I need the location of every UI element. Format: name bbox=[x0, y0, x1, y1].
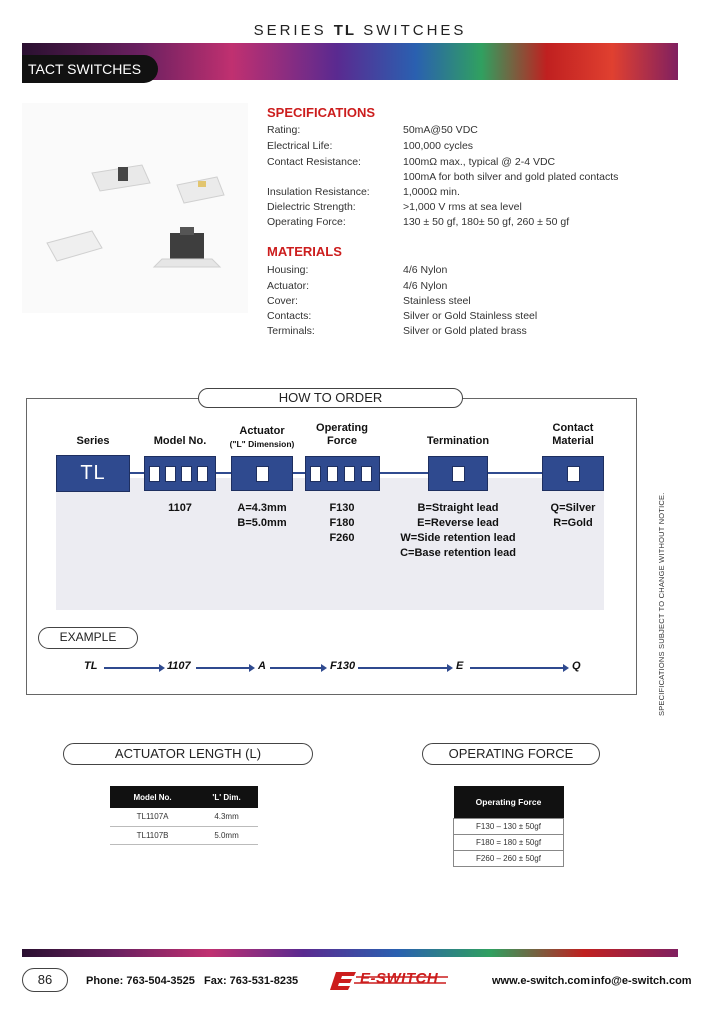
termination-options bbox=[388, 501, 528, 561]
spec-value: >1,000 V rms at sea level bbox=[403, 201, 522, 213]
force-cell: F260 – 260 ± 50gf bbox=[454, 850, 564, 866]
material-value: Silver or Gold Stainless steel bbox=[403, 310, 538, 322]
table-row bbox=[454, 834, 564, 850]
spec-value: 100mA for both silver and gold plated contacts bbox=[403, 171, 619, 183]
footer-website[interactable]: www.e-switch.com bbox=[492, 975, 591, 987]
footer-fax: Fax: 763-531-8235 bbox=[204, 975, 299, 987]
example-part-force: F130 bbox=[330, 660, 356, 672]
actuator-table-header: Model No. bbox=[110, 786, 195, 808]
example-arrow bbox=[270, 667, 322, 669]
brand-logo bbox=[330, 966, 456, 994]
termination-option: E=Reverse lead bbox=[417, 517, 499, 529]
footer-phone: Phone: 763-504-3525 bbox=[86, 975, 195, 987]
col-material-heading bbox=[536, 422, 610, 448]
series-name: TL bbox=[333, 22, 357, 39]
series-code-text: TL bbox=[80, 462, 106, 484]
dim-cell: 4.3mm bbox=[195, 808, 258, 826]
example-part-series: TL bbox=[84, 660, 98, 672]
example-part-termination: E bbox=[456, 660, 464, 672]
footer-bar bbox=[22, 949, 678, 957]
force-code-box bbox=[305, 456, 380, 491]
spec-label: Dielectric Strength: bbox=[267, 201, 356, 213]
actuator-option: A=4.3mm bbox=[237, 502, 287, 514]
force-table-header: Operating Force bbox=[454, 786, 564, 818]
col-model-heading: Model No. bbox=[153, 435, 207, 447]
termination-option: C=Base retention lead bbox=[400, 547, 516, 559]
force-option: F130 bbox=[329, 502, 355, 514]
switches-illustration bbox=[22, 103, 248, 313]
force-cell: F130 – 130 ± 50gf bbox=[454, 818, 564, 834]
model-code-box bbox=[144, 456, 216, 491]
table-row bbox=[454, 850, 564, 866]
material-heading-line1: Contact bbox=[552, 422, 594, 434]
page-number: 86 bbox=[22, 968, 68, 992]
model-options bbox=[140, 501, 220, 516]
example-arrow bbox=[196, 667, 250, 669]
material-label: Terminals: bbox=[267, 325, 315, 337]
brand-name: E-SWITCH bbox=[360, 970, 439, 987]
actuator-heading-label: Actuator bbox=[239, 425, 285, 437]
material-label: Contacts: bbox=[267, 310, 312, 322]
operating-force-title: OPERATING FORCE bbox=[422, 743, 600, 765]
force-option: F180 bbox=[329, 517, 355, 529]
spec-label: Rating: bbox=[267, 124, 301, 136]
material-value: 4/6 Nylon bbox=[403, 280, 448, 292]
force-heading-line1: Operating bbox=[316, 422, 368, 434]
operating-force-table bbox=[453, 786, 564, 867]
material-label: Cover: bbox=[267, 295, 298, 307]
specifications-title: SPECIFICATIONS bbox=[267, 105, 376, 120]
actuator-option: B=5.0mm bbox=[237, 517, 287, 529]
table-row bbox=[454, 818, 564, 834]
table-row bbox=[110, 826, 258, 844]
series-suffix: SWITCHES bbox=[363, 22, 467, 39]
spec-value: 50mA@50 VDC bbox=[403, 124, 478, 136]
force-cell: F180 = 180 ± 50gf bbox=[454, 834, 564, 850]
materials-title: MATERIALS bbox=[267, 244, 342, 259]
material-value: Stainless steel bbox=[403, 295, 471, 307]
termination-code-box bbox=[428, 456, 488, 491]
example-part-material: Q bbox=[572, 660, 581, 672]
actuator-length-table bbox=[110, 786, 258, 845]
termination-option: B=Straight lead bbox=[417, 502, 499, 514]
footer-email[interactable]: info@e-switch.com bbox=[591, 975, 692, 987]
force-option: F260 bbox=[329, 532, 355, 544]
model-option: 1107 bbox=[168, 502, 192, 514]
product-photo bbox=[22, 103, 248, 313]
side-note bbox=[657, 486, 669, 716]
series-code-box bbox=[56, 455, 130, 492]
spec-value: 1,000Ω min. bbox=[403, 186, 460, 198]
how-to-order-title: HOW TO ORDER bbox=[198, 388, 463, 408]
spec-label: Electrical Life: bbox=[267, 140, 333, 152]
series-title bbox=[0, 22, 720, 39]
material-heading-line2: Material bbox=[552, 435, 594, 447]
actuator-table-header: 'L' Dim. bbox=[195, 786, 258, 808]
side-note-text: SPECIFICATIONS SUBJECT TO CHANGE WITHOUT NOTICE. bbox=[657, 492, 666, 716]
example-arrow bbox=[470, 667, 564, 669]
material-value: Silver or Gold plated brass bbox=[403, 325, 527, 337]
spec-label: Insulation Resistance: bbox=[267, 186, 370, 198]
col-series-heading: Series bbox=[76, 435, 110, 447]
col-force-heading bbox=[302, 422, 382, 448]
spec-value: 100mΩ max., typical @ 2-4 VDC bbox=[403, 156, 556, 168]
example-arrow bbox=[358, 667, 448, 669]
spec-label: Contact Resistance: bbox=[267, 156, 361, 168]
col-actuator-heading bbox=[226, 425, 298, 451]
series-prefix: SERIES bbox=[253, 22, 327, 39]
material-code-box bbox=[542, 456, 604, 491]
material-option: R=Gold bbox=[553, 517, 593, 529]
termination-option: W=Side retention lead bbox=[400, 532, 516, 544]
actuator-code-box bbox=[231, 456, 293, 491]
spec-label: Operating Force: bbox=[267, 216, 346, 228]
material-option: Q=Silver bbox=[550, 502, 596, 514]
material-options bbox=[536, 501, 610, 531]
force-heading-line2: Force bbox=[327, 435, 357, 447]
spec-value: 100,000 cycles bbox=[403, 140, 474, 152]
model-cell: TL1107A bbox=[110, 808, 195, 826]
dim-cell: 5.0mm bbox=[195, 826, 258, 844]
actuator-options bbox=[226, 501, 298, 531]
force-options bbox=[302, 501, 382, 546]
col-termination-heading: Termination bbox=[426, 435, 490, 447]
table-row bbox=[110, 808, 258, 826]
material-value: 4/6 Nylon bbox=[403, 264, 448, 276]
model-cell: TL1107B bbox=[110, 826, 195, 844]
example-part-actuator: A bbox=[258, 660, 266, 672]
actuator-subheading: ("L" Dimension) bbox=[229, 439, 295, 449]
example-arrow bbox=[104, 667, 160, 669]
material-label: Actuator: bbox=[267, 280, 310, 292]
example-part-model: 1107 bbox=[167, 660, 191, 672]
material-label: Housing: bbox=[267, 264, 309, 276]
banner-label: TACT SWITCHES bbox=[22, 55, 158, 83]
actuator-length-title: ACTUATOR LENGTH (L) bbox=[63, 743, 313, 765]
spec-value: 130 ± 50 gf, 180± 50 gf, 260 ± 50 gf bbox=[403, 216, 570, 228]
example-label: EXAMPLE bbox=[38, 627, 138, 649]
